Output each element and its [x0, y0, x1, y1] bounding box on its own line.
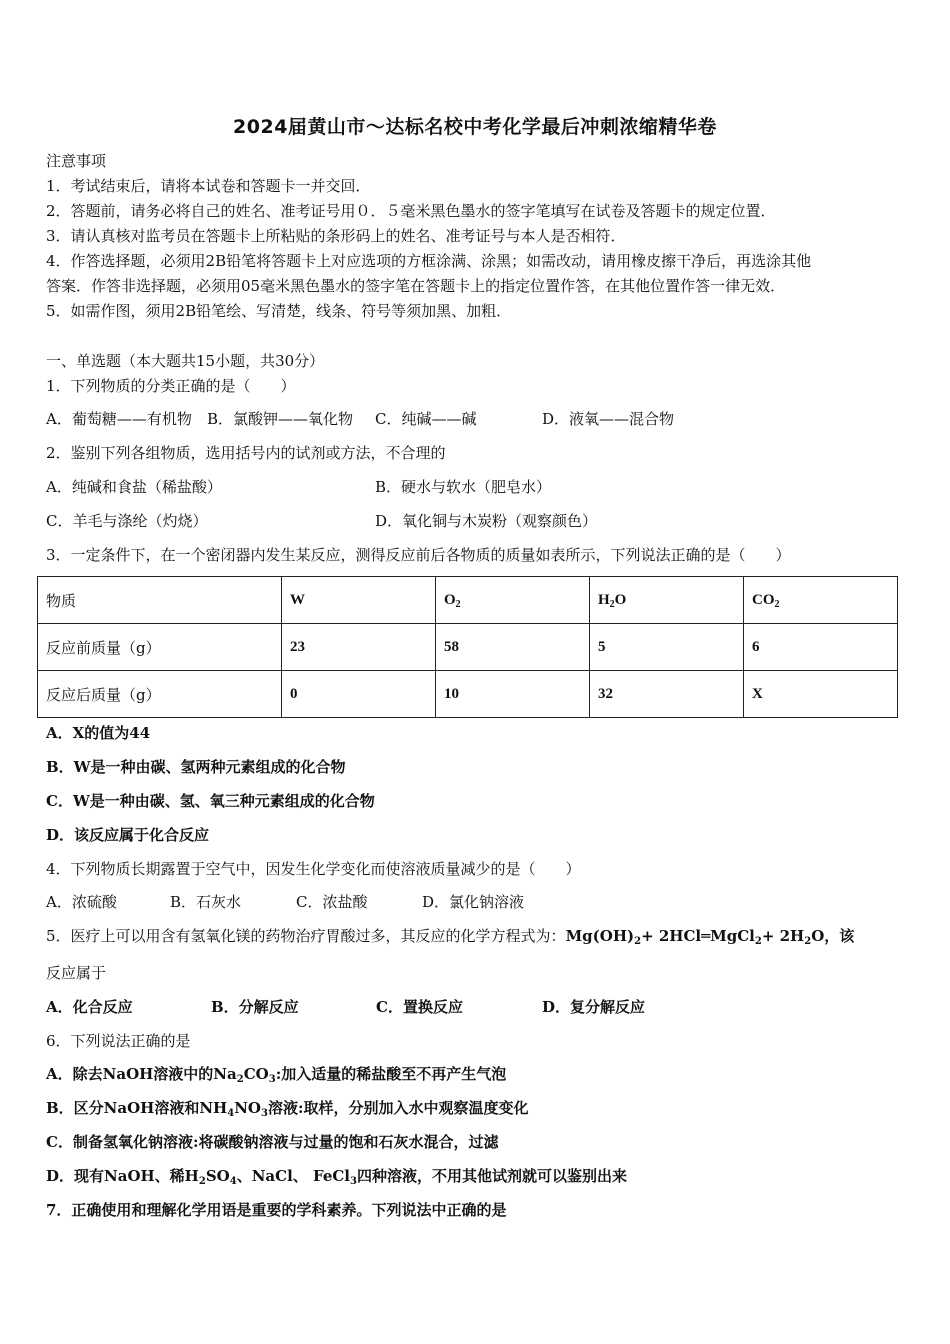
notice-item-3: 3．请认真核对监考员在答题卡上所粘贴的条形码上的姓名、准考证号与本人是否相符．: [46, 227, 626, 245]
table-cell: 32: [590, 671, 744, 718]
table-cell: 6: [744, 624, 898, 671]
table-cell: 10: [436, 671, 590, 718]
notice-item-5: 5．如需作图，须用2B铅笔绘、写清楚，线条、符号等须加黑、加粗．: [46, 302, 512, 320]
q3-option-b: B．W是一种由碳、氢两种元素组成的化合物: [46, 758, 346, 776]
q5-stem: 5．医疗上可以用含有氢氧化镁的药物治疗胃酸过多，其反应的化学方程式为：$Mg(OH)_2+$ 2HCl═MgCl$_2$+ $2H_2O$，该: [46, 927, 855, 947]
table-cell: 0: [282, 671, 436, 718]
q1-option-a: A．葡萄糖——有机物: [46, 410, 192, 428]
q2-stem: 2．鉴别下列各组物质，选用括号内的试剂或方法，不合理的: [46, 444, 446, 462]
q6-option-c: C．制备氢氧化钠溶液:将碳酸钠溶液与过量的饱和石灰水混合，过滤: [46, 1133, 499, 1151]
q2-option-a: A．纯碱和食盐（稀盐酸）: [46, 478, 222, 496]
q1-option-d: D．液氧——混合物: [542, 410, 675, 428]
table-row: [38, 624, 898, 671]
q4-stem: 4．下列物质长期露置于空气中，因发生化学变化而使溶液质量减少的是（ ）: [46, 860, 581, 878]
table-cell: $H_2O$: [590, 577, 744, 624]
table-cell: 5: [590, 624, 744, 671]
table-cell: $O_2$: [436, 577, 590, 624]
q2-option-b: B．硬水与软水（肥皂水）: [375, 478, 552, 496]
q3-option-c: C．W是一种由碳、氢、氧三种元素组成的化合物: [46, 792, 375, 810]
table-cell: 23: [282, 624, 436, 671]
q1-option-c: C．纯碱——碱: [375, 410, 477, 428]
q6-option-b: B．区分NaOH溶液和$NH_4NO_3$溶液:取样，分别加入水中观察温度变化: [46, 1099, 529, 1119]
q5-option-a: A．化合反应: [46, 998, 133, 1016]
q6-option-d: D．现有NaOH、稀$H_2SO_4$、NaCl、 FeCl$_3$四种溶液，不用其他试剂就可以鉴别出来: [46, 1167, 627, 1187]
q7-stem: 7．正确使用和理解化学用语是重要的学科素养。下列说法中正确的是: [46, 1201, 507, 1219]
q1-stem: 1．下列物质的分类正确的是（ ）: [46, 377, 296, 395]
table-header-row: [38, 577, 898, 624]
q4-option-b: B．石灰水: [170, 893, 242, 911]
q4-option-c: C．浓盐酸: [296, 893, 368, 911]
notice-heading: 注意事项: [46, 152, 107, 170]
table-row: [38, 671, 898, 718]
q5-stem-cont: 反应属于: [46, 964, 107, 982]
q4-option-d: D．氯化钠溶液: [422, 893, 525, 911]
table-cell: 反应后质量（g）: [38, 671, 282, 718]
q5-option-b: B．分解反应: [211, 998, 299, 1016]
q1-option-b: B．氯酸钾——氧化物: [207, 410, 354, 428]
q3-option-d: D．该反应属于化合反应: [46, 826, 210, 844]
notice-item-4-cont: 答案．作答非选择题，必须用05毫米黑色墨水的签字笔在答题卡上的指定位置作答，在其他位置作答一律无效．: [46, 277, 786, 295]
q5-option-d: D．复分解反应: [542, 998, 646, 1016]
notice-item-2: 2．答题前，请务必将自己的姓名、准考证号用０．５毫米黑色墨水的签字笔填写在试卷及答题卡的规定位置．: [46, 202, 776, 220]
q6-option-a: A．除去NaOH溶液中的$Na_2CO_3$:加入适量的稀盐酸至不再产生气泡: [46, 1065, 507, 1085]
q2-option-c: C．羊毛与涤纶（灼烧）: [46, 512, 208, 530]
q4-option-a: A．浓硫酸: [46, 893, 117, 911]
table-cell: $CO_2$: [744, 577, 898, 624]
table-cell: 58: [436, 624, 590, 671]
table-cell: 物质: [38, 577, 282, 624]
mass-table: [37, 576, 898, 718]
q5-option-c: C．置换反应: [376, 998, 463, 1016]
section-heading: 一、单选题（本大题共15小题，共30分）: [46, 352, 325, 370]
table-cell: W: [282, 577, 436, 624]
q3-stem: 3．一定条件下，在一个密闭器内发生某反应，测得反应前后各物质的质量如表所示，下列说法正确的是（ ）: [46, 546, 791, 564]
notice-item-1: 1．考试结束后，请将本试卷和答题卡一并交回．: [46, 177, 371, 195]
notice-item-4: 4．作答选择题，必须用2B铅笔将答题卡上对应选项的方框涂满、涂黑；如需改动，请用橡皮擦干净后，再选涂其他: [46, 252, 812, 270]
page-title: 2024届黄山市～达标名校中考化学最后冲刺浓缩精华卷: [233, 116, 717, 138]
q3-option-a: A．X的值为44: [46, 724, 151, 742]
q6-stem: 6．下列说法正确的是: [46, 1032, 191, 1050]
q2-option-d: D．氧化铜与木炭粉（观察颜色）: [375, 512, 598, 530]
table-cell: 反应前质量（g）: [38, 624, 282, 671]
table-cell: X: [744, 671, 898, 718]
